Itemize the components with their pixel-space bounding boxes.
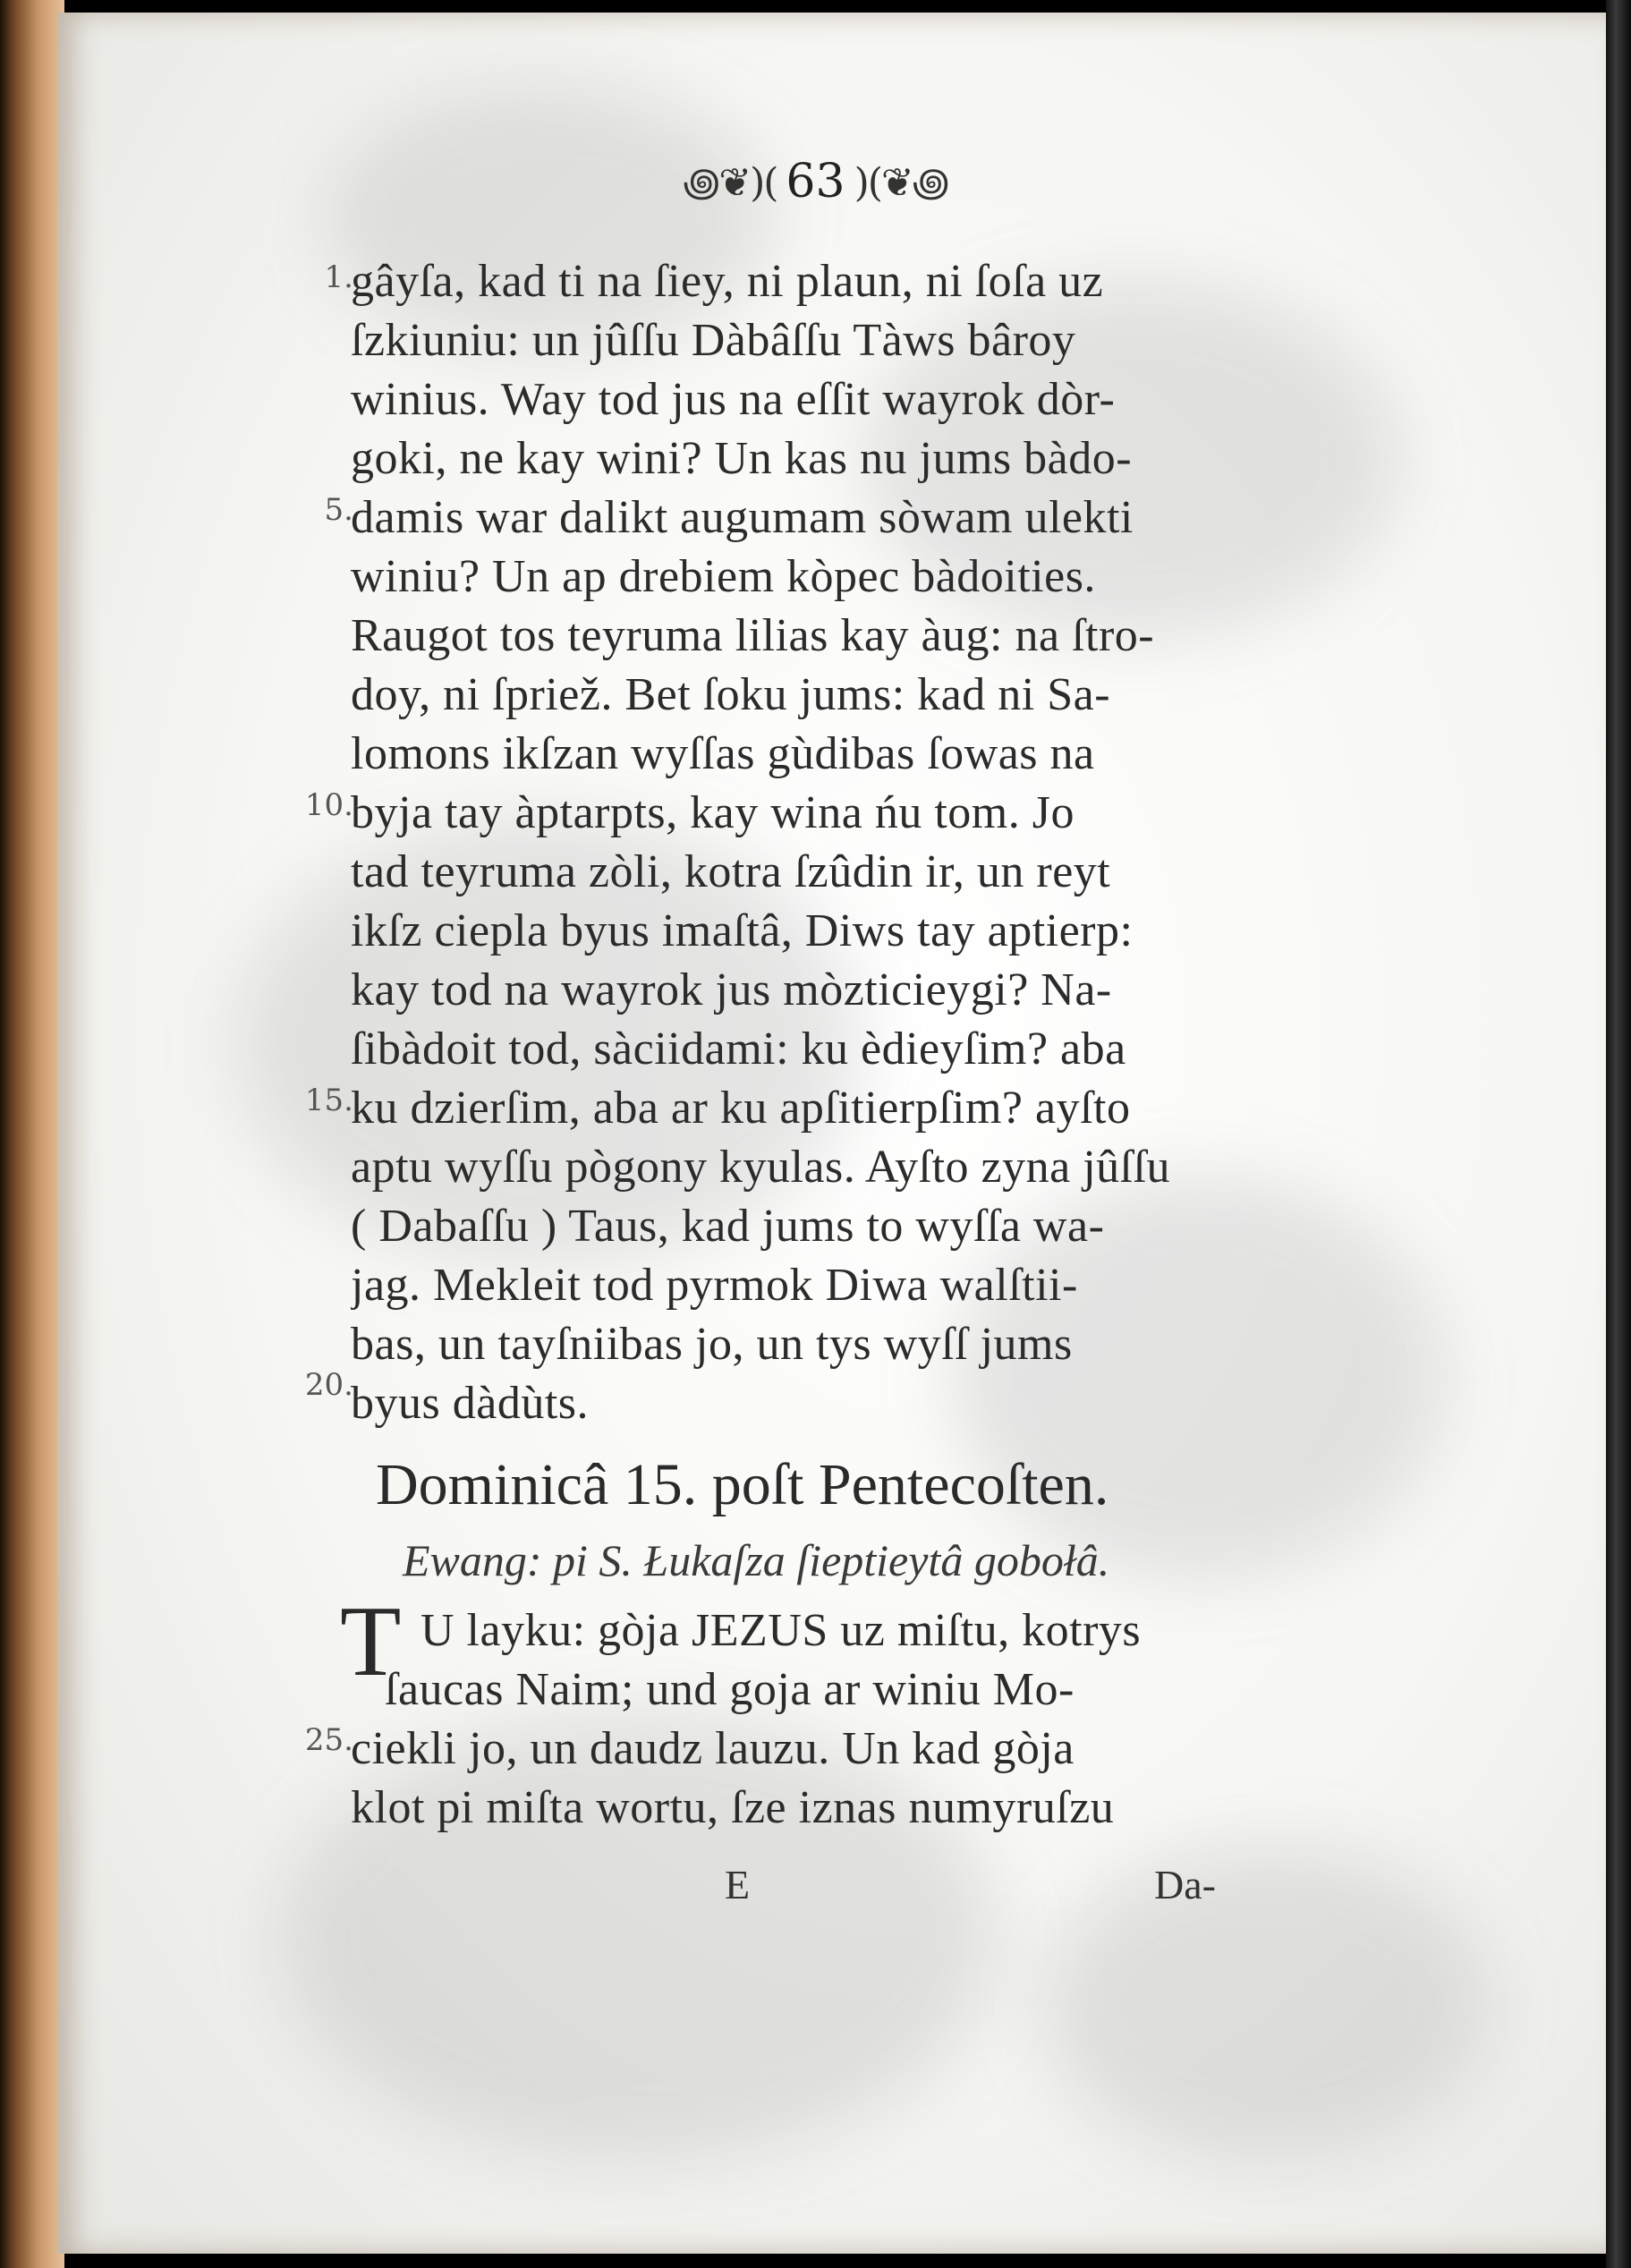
text-line: gâyſa, kad ti na ſiey, ni plaun, ni ſoſa uz <box>351 256 1104 307</box>
right-page-edge <box>1606 0 1631 2268</box>
header-ornament-left: ꩜❦)( <box>683 160 777 206</box>
text-line: kay tod na wayrok jus mòzticieygi? Na- <box>351 964 1112 1015</box>
text-line: ſzkiuniu: un jûſſu Dàbâſſu Tàws bâroy <box>351 315 1076 366</box>
signature-mark: E <box>725 1862 751 1907</box>
text-line: tad teyruma zòli, kotra ſzûdin ir, un reyt <box>351 846 1111 897</box>
line-number: 15. <box>304 1083 353 1118</box>
header-ornament-right: )(❦꩜ <box>854 160 948 206</box>
page-number: 63 <box>786 155 845 208</box>
text-line: ( Dabaſſu ) Taus, kad jums to wyſſa wa- <box>351 1201 1105 1252</box>
section-heading: Dominicâ 15. poſt Pentecoſten. <box>376 1452 1109 1517</box>
text-line: bas, un tayſniibas jo, un tys wyſſ jums <box>351 1319 1073 1370</box>
text-line: Raugot tos teyruma lilias kay àug: na ſtro- <box>351 610 1155 661</box>
text-line: ſaucas Naim; und goja ar winiu Mo- <box>385 1664 1075 1715</box>
text-line: klot pi miſta wortu, ſze iznas numyruſzu <box>351 1782 1115 1833</box>
text-line: ikſz ciepla byus imaſtâ, Diws tay aptierp: <box>351 905 1134 956</box>
text-line: ciekli jo, un daudz lauzu. Un kad gòja <box>351 1723 1075 1774</box>
line-number: 25. <box>304 1722 353 1758</box>
text-line: doy, ni ſpriež. Bet ſoku jums: kad ni Sa- <box>351 669 1111 720</box>
line-number: 1. <box>324 259 353 295</box>
text-line: U layku: gòja JEZUS uz miſtu, kotrys <box>420 1605 1142 1656</box>
section-subheading: Ewang: pi S. Łukaſza ſieptieytâ gobołâ. <box>403 1535 1110 1585</box>
line-number: 10. <box>304 787 353 823</box>
text-line: jag. Mekleit tod pyrmok Diwa walſtii- <box>351 1260 1078 1311</box>
text-line: goki, ne kay wini? Un kas nu jums bàdo- <box>351 433 1133 484</box>
left-page-edge <box>0 0 64 2268</box>
text-line: byus dàdùts. <box>351 1378 589 1429</box>
drop-cap: T <box>340 1586 402 1697</box>
text-line: winiu? Un ap drebiem kòpec bàdoities. <box>351 551 1096 602</box>
text-line: lomons ikſzan wyſſas gùdibas ſowas na <box>351 728 1095 779</box>
page-header <box>0 150 1631 213</box>
stain <box>1041 1847 1489 2160</box>
line-number: 20. <box>304 1367 353 1403</box>
text-line: aptu wyſſu pògony kyulas. Ayſto zyna jûſſu <box>351 1142 1171 1193</box>
text-line: winius. Way tod jus na eſſit wayrok dòr- <box>351 374 1116 425</box>
line-number: 5. <box>324 492 353 528</box>
text-line: byja tay àptarpts, kay wina ńu tom. Jo <box>351 787 1075 838</box>
text-line: damis war dalikt augumam sòwam ulekti <box>351 492 1134 543</box>
catchword: Da- <box>1154 1862 1216 1907</box>
text-line: ku dzierſim, aba ar ku apſitierpſim? ayſto <box>351 1083 1131 1134</box>
text-line: ſibàdoit tod, sàciidami: ku èdieyſim? aba <box>351 1024 1126 1075</box>
